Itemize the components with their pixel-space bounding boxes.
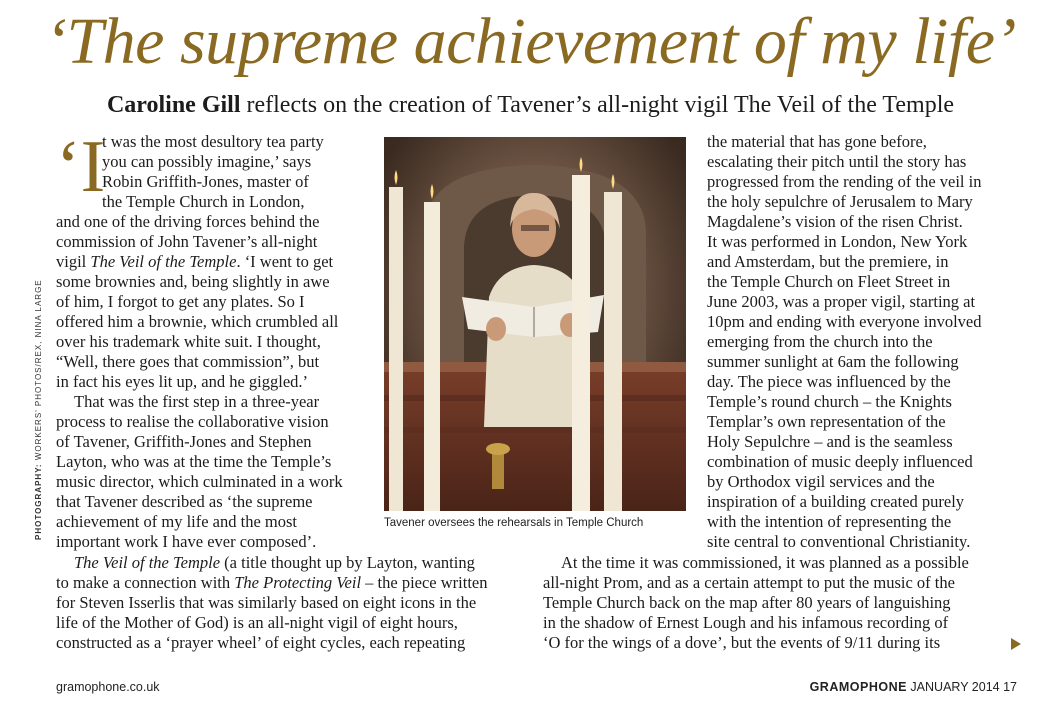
body-line: Robin Griffith-Jones, master of — [102, 172, 309, 191]
work-title: The Protecting Veil — [234, 573, 362, 592]
body-line: life of the Mother of God) is an all-night vigil of eight hours, — [56, 613, 458, 632]
standfirst-author: Caroline Gill — [106, 92, 241, 118]
body-line: in the shadow of Ernest Lough and his infamous recording of — [543, 613, 949, 632]
body-line: June 2003, was a proper vigil, starting at — [707, 292, 976, 311]
body-line: important work I have ever composed’. — [56, 532, 317, 551]
body-line: At the time it was commissioned, it was planned as a possible — [561, 553, 969, 572]
standfirst — [0, 90, 1061, 120]
body-text: . ‘I went to get — [236, 252, 334, 271]
body-line: by Orthodox vigil services and the — [707, 472, 935, 491]
body-text: to make a connection with — [56, 573, 235, 592]
continue-arrow-icon — [1011, 638, 1021, 650]
body-line: That was the first step in a three-year — [74, 392, 320, 411]
body-line — [56, 553, 526, 573]
footer-website: gramophone.co.uk — [56, 680, 160, 694]
body-line: progressed from the rending of the veil in — [707, 172, 982, 191]
photo-credit-text: WORKERS’ PHOTOS/REX, NINA LARGE — [34, 279, 43, 464]
body-line: Templar’s own representation of the — [707, 412, 946, 431]
standfirst-text: reflects on the creation of Tavener’s all-night vigil The Veil of the Temple — [240, 92, 955, 118]
article-bottom-right — [543, 553, 1003, 653]
headline: ‘The supreme achievement of my life’ — [44, 5, 1017, 78]
body-line: of him, I forgot to get any plates. So I — [56, 292, 305, 311]
body-line: music director, which culminated in a work — [56, 472, 343, 491]
photo-caption: Tavener oversees the rehearsals in Temple Church — [384, 517, 644, 529]
body-line: and Amsterdam, but the premiere, in — [707, 252, 949, 271]
body-line: escalating their pitch until the story has — [707, 152, 967, 171]
body-line: some brownies and, being slightly in awe — [56, 272, 330, 291]
body-line: inspiration of a building created purely — [707, 492, 965, 511]
work-title: The Veil of the Temple — [90, 252, 237, 271]
body-line: the Temple Church on Fleet Street in — [707, 272, 951, 291]
body-line: the Temple Church in London, — [102, 192, 305, 211]
body-line: summer sunlight at 6am the following — [707, 352, 959, 371]
body-line: It was performed in London, New York — [707, 232, 968, 251]
footer-issue: JANUARY 2014 — [910, 680, 1000, 694]
body-line: day. The piece was influenced by the — [707, 372, 951, 391]
body-line: and one of the driving forces behind the — [56, 212, 320, 231]
drop-cap: ‘I — [56, 126, 106, 208]
photo-illustration — [384, 137, 686, 511]
body-line: Holy Sepulchre – and is the seamless — [707, 432, 953, 451]
body-text: – the piece written — [361, 573, 488, 592]
body-line: that Tavener described as ‘the supreme — [56, 492, 313, 511]
body-line: achievement of my life and the most — [56, 512, 298, 531]
body-line: over his trademark white suit. I thought, — [56, 332, 321, 351]
body-text: vigil — [56, 252, 91, 271]
body-line: Layton, who was at the time the Temple’s — [56, 452, 332, 471]
body-line: emerging from the church into the — [707, 332, 933, 351]
body-line: t was the most desultory tea party — [102, 132, 324, 151]
body-line: Temple Church back on the map after 80 years of languishing — [543, 593, 951, 612]
footer-page-number: 17 — [1003, 680, 1017, 694]
body-line — [56, 573, 526, 593]
photo-tavener-rehearsal — [384, 137, 686, 511]
body-line: commission of John Tavener’s all-night — [56, 232, 318, 251]
body-line: process to realise the collaborative vision — [56, 412, 329, 431]
body-line: 10pm and ending with everyone involved — [707, 312, 982, 331]
body-line: the holy sepulchre of Jerusalem to Mary — [707, 192, 973, 211]
body-line: for Steven Isserlis that was similarly based on eight icons in the — [56, 593, 477, 612]
body-line: all-night Prom, and as a certain attempt to put the music of the — [543, 573, 955, 592]
article-column-right — [707, 132, 1012, 552]
body-line: you can possibly imagine,’ says — [102, 152, 312, 171]
body-line: constructed as a ‘prayer wheel’ of eight cycles, each repeating — [56, 633, 466, 652]
body-line: the material that has gone before, — [707, 132, 927, 151]
body-line: site central to conventional Christianity. — [707, 532, 971, 551]
body-line — [56, 252, 376, 272]
article-bottom-left — [56, 553, 526, 653]
body-line: offered him a brownie, which crumbled all — [56, 312, 339, 331]
article-column-left — [56, 126, 376, 552]
body-line: of Tavener, Griffith-Jones and Stephen — [56, 432, 312, 451]
body-line: ‘O for the wings of a dove’, but the events of 9/11 during its — [543, 633, 941, 652]
photo-credit-label: PHOTOGRAPHY: — [34, 463, 43, 540]
footer-folio — [810, 680, 1017, 694]
body-line: “Well, there goes that commission”, but — [56, 352, 320, 371]
body-line: with the intention of representing the — [707, 512, 952, 531]
body-line: combination of music deeply influenced — [707, 452, 973, 471]
photo-credit — [34, 279, 43, 540]
body-line: Magdalene’s vision of the risen Christ. — [707, 212, 963, 231]
body-line: in fact his eyes lit up, and he giggled.’ — [56, 372, 309, 391]
body-text: (a title thought up by Layton, wanting — [220, 553, 475, 572]
footer-magazine: GRAMOPHONE — [809, 680, 907, 694]
body-line: Temple’s round church – the Knights — [707, 392, 952, 411]
work-title: The Veil of the Temple — [74, 553, 221, 572]
